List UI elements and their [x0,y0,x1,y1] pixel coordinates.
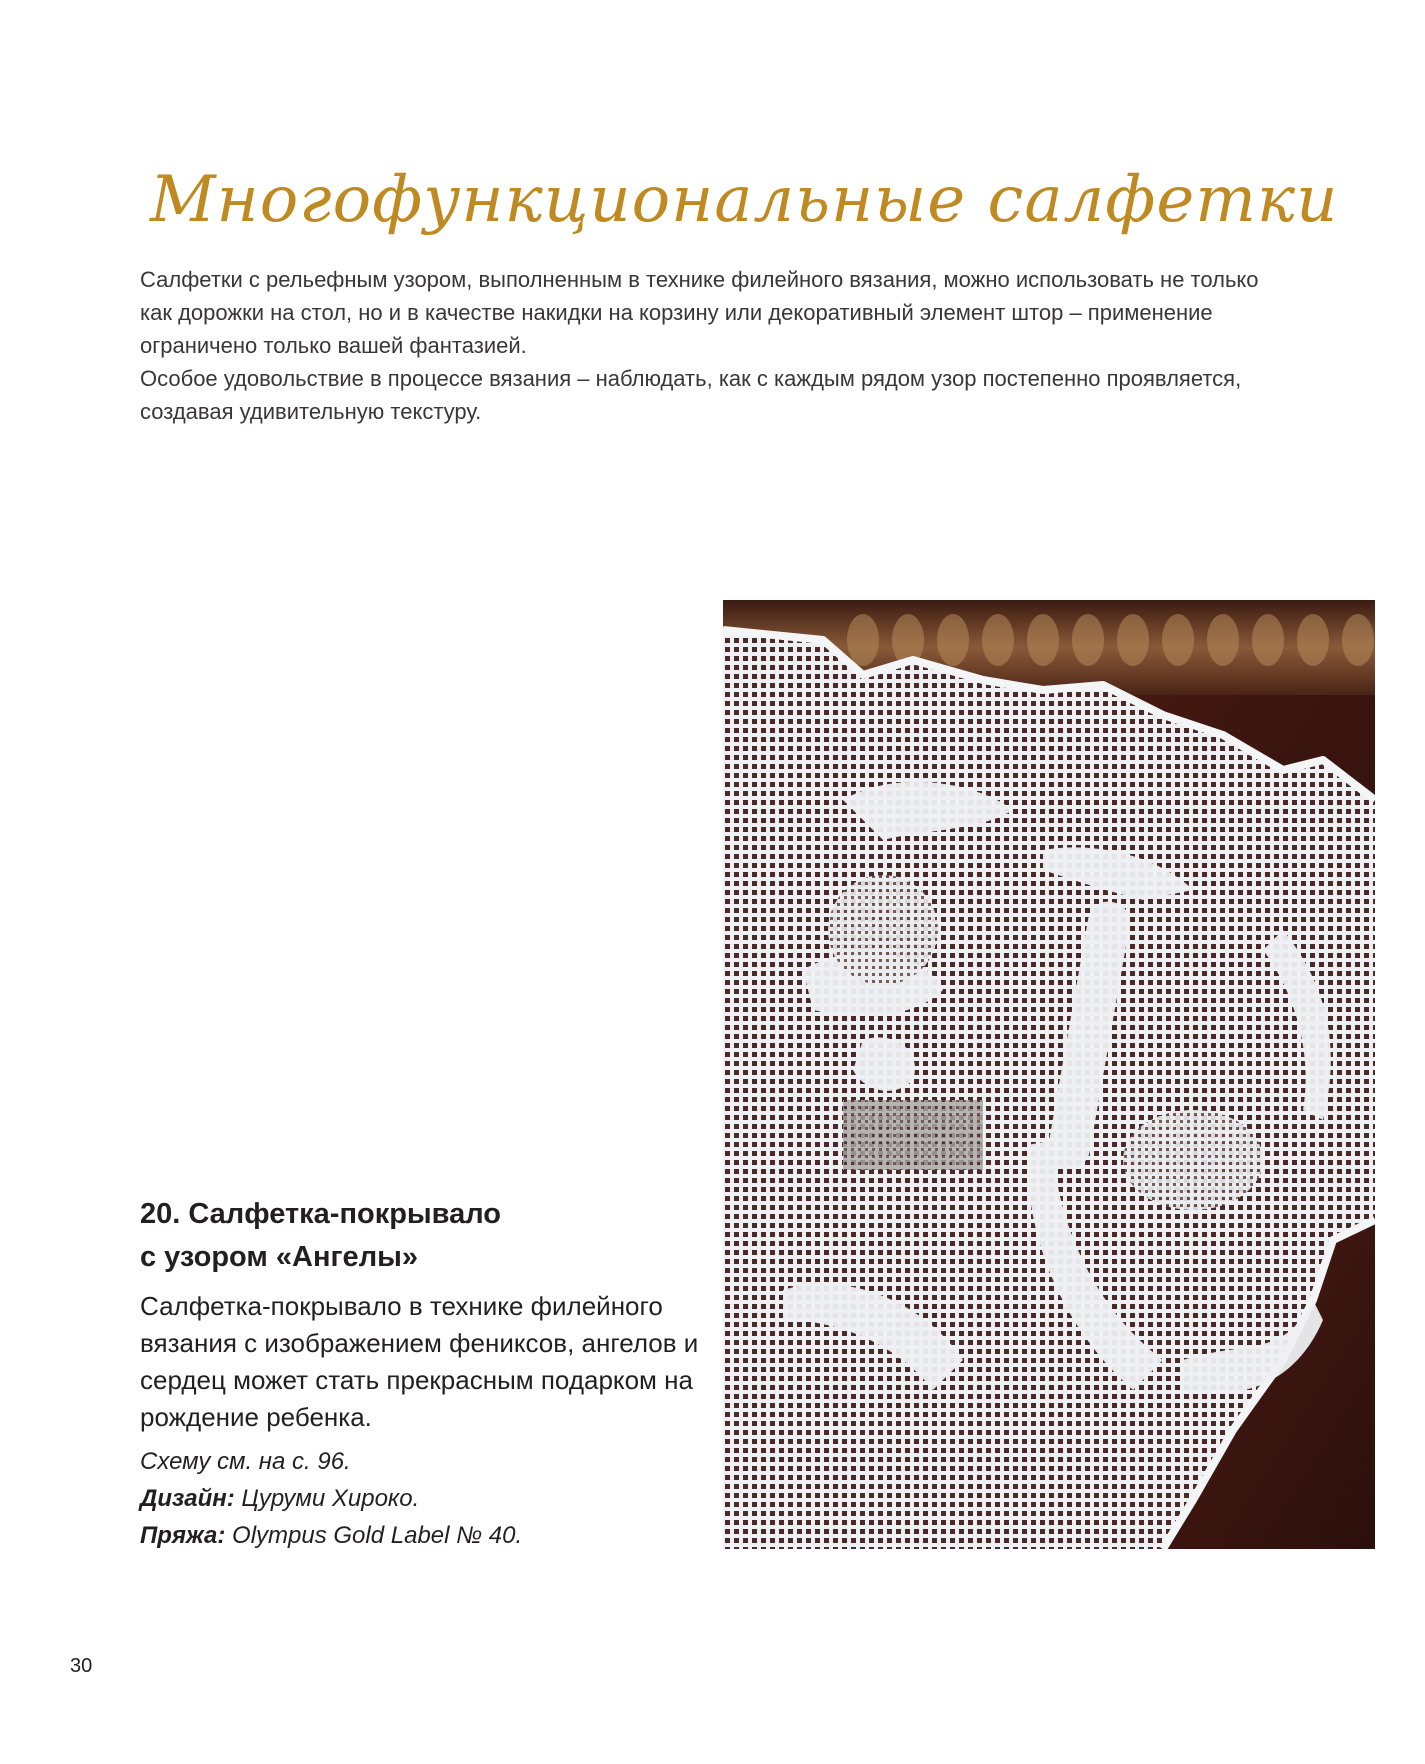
intro-paragraph: Особое удовольствие в процессе вязания – наблюдать, как с каждым рядом узор постепенно проявляется, создавая удивительную текстуру. [140,366,1242,424]
item-heading-line: с узором «Ангелы» [140,1241,419,1273]
intro-text [140,263,1260,428]
yarn-credit [140,1517,700,1554]
design-value: Цуруми Хироко. [234,1485,420,1512]
yarn-value: Olympus Gold Label № 40. [225,1522,523,1549]
doily-illustration [723,600,1375,1549]
yarn-label: Пряжа: [140,1522,226,1549]
item-heading [140,1193,700,1279]
intro-paragraph: Салфетки с рельефным узором, выполненным в технике филейного вязания, можно использовать не только как дорожки на стол, но и в качестве накидки на корзину или декоративный элемент штор – применение ограничено только вашей фантазией. [140,267,1259,358]
design-credit [140,1480,700,1517]
page-number: 30 [70,1655,93,1677]
page-title: Многофункциональные салфетки [150,163,1339,237]
item-description: Салфетка-покрывало в технике филейного вязания с изображением фениксов, ангелов и сердец может стать прекрасным подарком на рождение ребенка. [140,1291,699,1432]
design-label: Дизайн: [140,1485,235,1512]
item-credits [140,1443,700,1554]
scheme-reference: Схему см. на с. 96. [140,1448,351,1475]
item-heading-line: 20. Салфетка-покрывало [140,1198,502,1230]
crochet-doily-photo [723,600,1375,1549]
